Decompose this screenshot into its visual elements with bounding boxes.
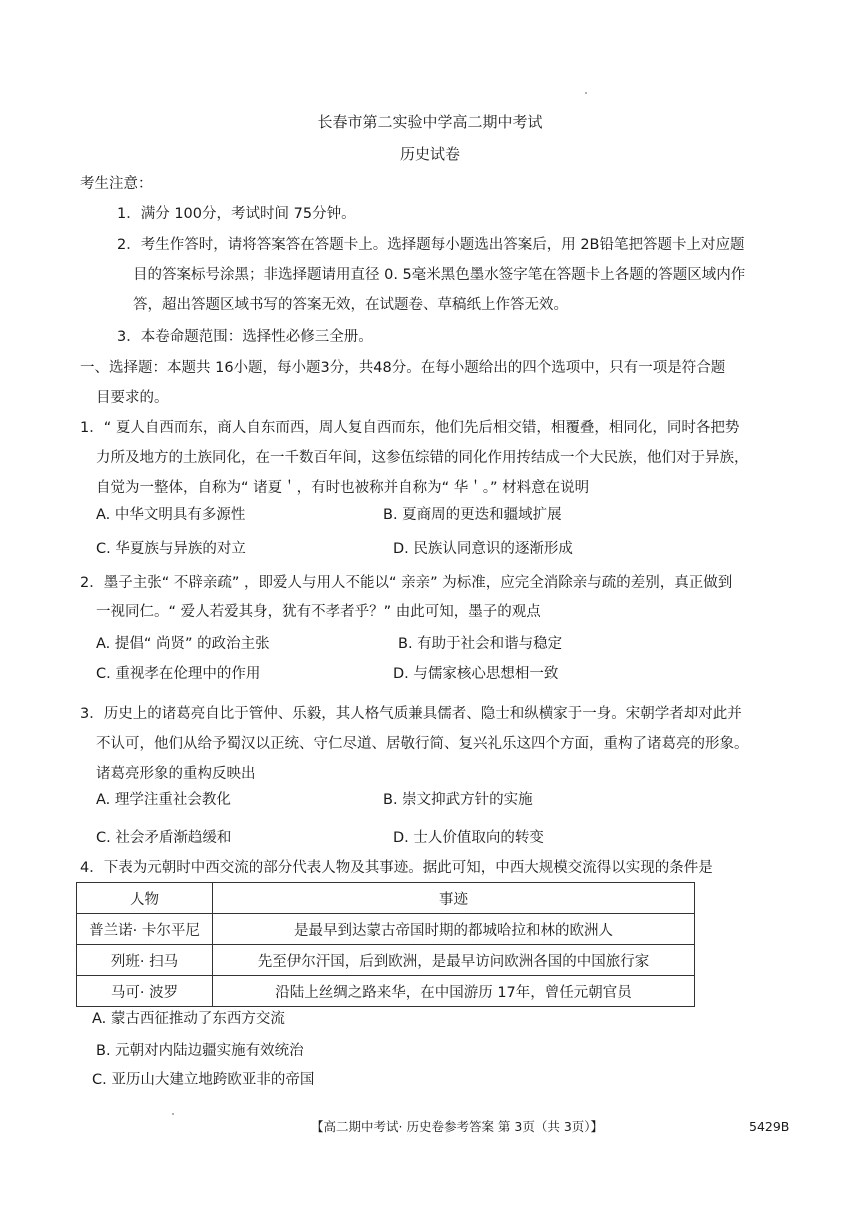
page-footer: 【高二期中考试· 历史卷参考答案 第 3页（共 3页）】 [311,1119,604,1134]
question-2-option-a: A. 提倡“ 尚贤” 的政治主张 [96,636,270,652]
table-cell: 马可· 波罗 [77,976,213,1007]
question-4-option-a: A. 蒙古西征推动了东西方交流 [92,1011,285,1027]
notice-item: 3．本卷命题范围：选择性必修三全册。 [117,329,373,345]
question-2-option-c: C. 重视孝在伦理中的作用 [96,666,261,682]
table-cell: 先至伊尔汗国，后到欧洲，是最早访问欧洲各国的中国旅行家 [213,945,695,976]
speck-mark [585,92,587,94]
paper-code: 5429B [749,1119,790,1134]
page-title: 长春市第二实验中学高二期中考试 [317,113,543,131]
question-2-option-b: B. 有助于社会和谐与稳定 [398,636,563,652]
question-3-stem: 3．历史上的诸葛亮自比于管仲、乐毅，其人格气质兼具儒者、隐士和纵横家于一身。宋朝学者却对此并 [80,706,742,722]
question-3-stem: 不认可，他们从给予蜀汉以正统、守仁尽道、居敬行简、复兴礼乐这四个方面，重构了诸葛亮的形象。 [96,736,749,752]
question-4-option-c: C. 亚历山大建立地跨欧亚非的帝国 [92,1072,315,1088]
question-3-option-d: D. 士人价值取向的转变 [393,830,544,846]
speck-mark [172,1113,174,1115]
question-1-stem: 自觉为一整体，自称为“ 诸夏＇，有时也被称并自称为“ 华＇。” 材料意在说明 [96,480,590,496]
notice-item: 2．考生作答时，请将答案答在答题卡上。选择题每小题选出答案后，用 2B铅笔把答题卡上对应题 [117,237,745,253]
table-row [77,945,695,976]
page-subtitle: 历史试卷 [399,145,460,163]
notice-item: 目的答案标号涂黑；非选择题请用直径 0. 5毫米黑色墨水签字笔在答题卡上各题的答题区域内作 [133,267,746,283]
notice-item: 1．满分 100分，考试时间 75分钟。 [117,206,356,222]
question-3-option-a: A. 理学注重社会教化 [96,792,231,808]
question-2-stem: 一视同仁。“ 爱人若爱其身，犹有不孝者乎？” 由此可知，墨子的观点 [96,604,541,620]
table-row [77,914,695,945]
question-1-stem: 力所及地方的土族同化，在一千数百年间，这参伍综错的同化作用抟结成一个大民族，他们对于异族， [96,450,749,466]
table-header: 事迹 [213,883,695,914]
question-1-option-b: B. 夏商周的更迭和疆域扩展 [383,507,562,523]
notice-item: 答，超出答题区域书写的答案无效，在试题卷、草稿纸上作答无效。 [133,297,568,313]
section-heading: 目要求的。 [96,390,169,406]
table-cell: 沿陆上丝绸之路来华，在中国游历 17年，曾任元朝官员 [213,976,695,1007]
question-4-stem: 4．下表为元朝时中西交流的部分代表人物及其事迹。据此可知，中西大规模交流得以实现的条件是 [80,860,713,876]
table-header-row [77,883,695,914]
section-heading: 一、选择题：本题共 16小题，每小题3分，共48分。在每小题给出的四个选项中，只有一项是符合题 [80,360,726,376]
table-header: 人物 [77,883,213,914]
table-cell: 是最早到达蒙古帝国时期的都城哈拉和林的欧洲人 [213,914,695,945]
question-2-stem: 2．墨子主张“ 不辟亲疏” ，即爱人与用人不能以“ 亲亲” 为标准，应完全消除亲与疏的差别，真正做到 [80,575,733,591]
question-1-option-a: A. 中华文明具有多源性 [96,507,246,523]
question-2-option-d: D. 与儒家核心思想相一致 [393,666,559,682]
question-3-option-b: B. 崇文抑武方针的实施 [383,792,533,808]
question-1-option-d: D. 民族认同意识的逐渐形成 [393,541,573,557]
question-3-stem: 诸葛亮形象的重构反映出 [96,766,256,782]
figures-table [76,882,695,1007]
question-4-option-b: B. 元朝对内陆边疆实施有效统治 [96,1043,304,1059]
table-cell: 普兰诺· 卡尔平尼 [77,914,213,945]
notice-heading: 考生注意： [80,176,153,192]
question-1-option-c: C. 华夏族与异族的对立 [96,541,246,557]
question-1-stem: 1．“ 夏人自西而东，商人自东而西，周人复自西而东，他们先后相交错，相覆叠，相同化，同时各把势 [80,420,740,436]
question-3-option-c: C. 社会矛盾渐趋缓和 [96,830,232,846]
table-cell: 列班· 扫马 [77,945,213,976]
table-row [77,976,695,1007]
